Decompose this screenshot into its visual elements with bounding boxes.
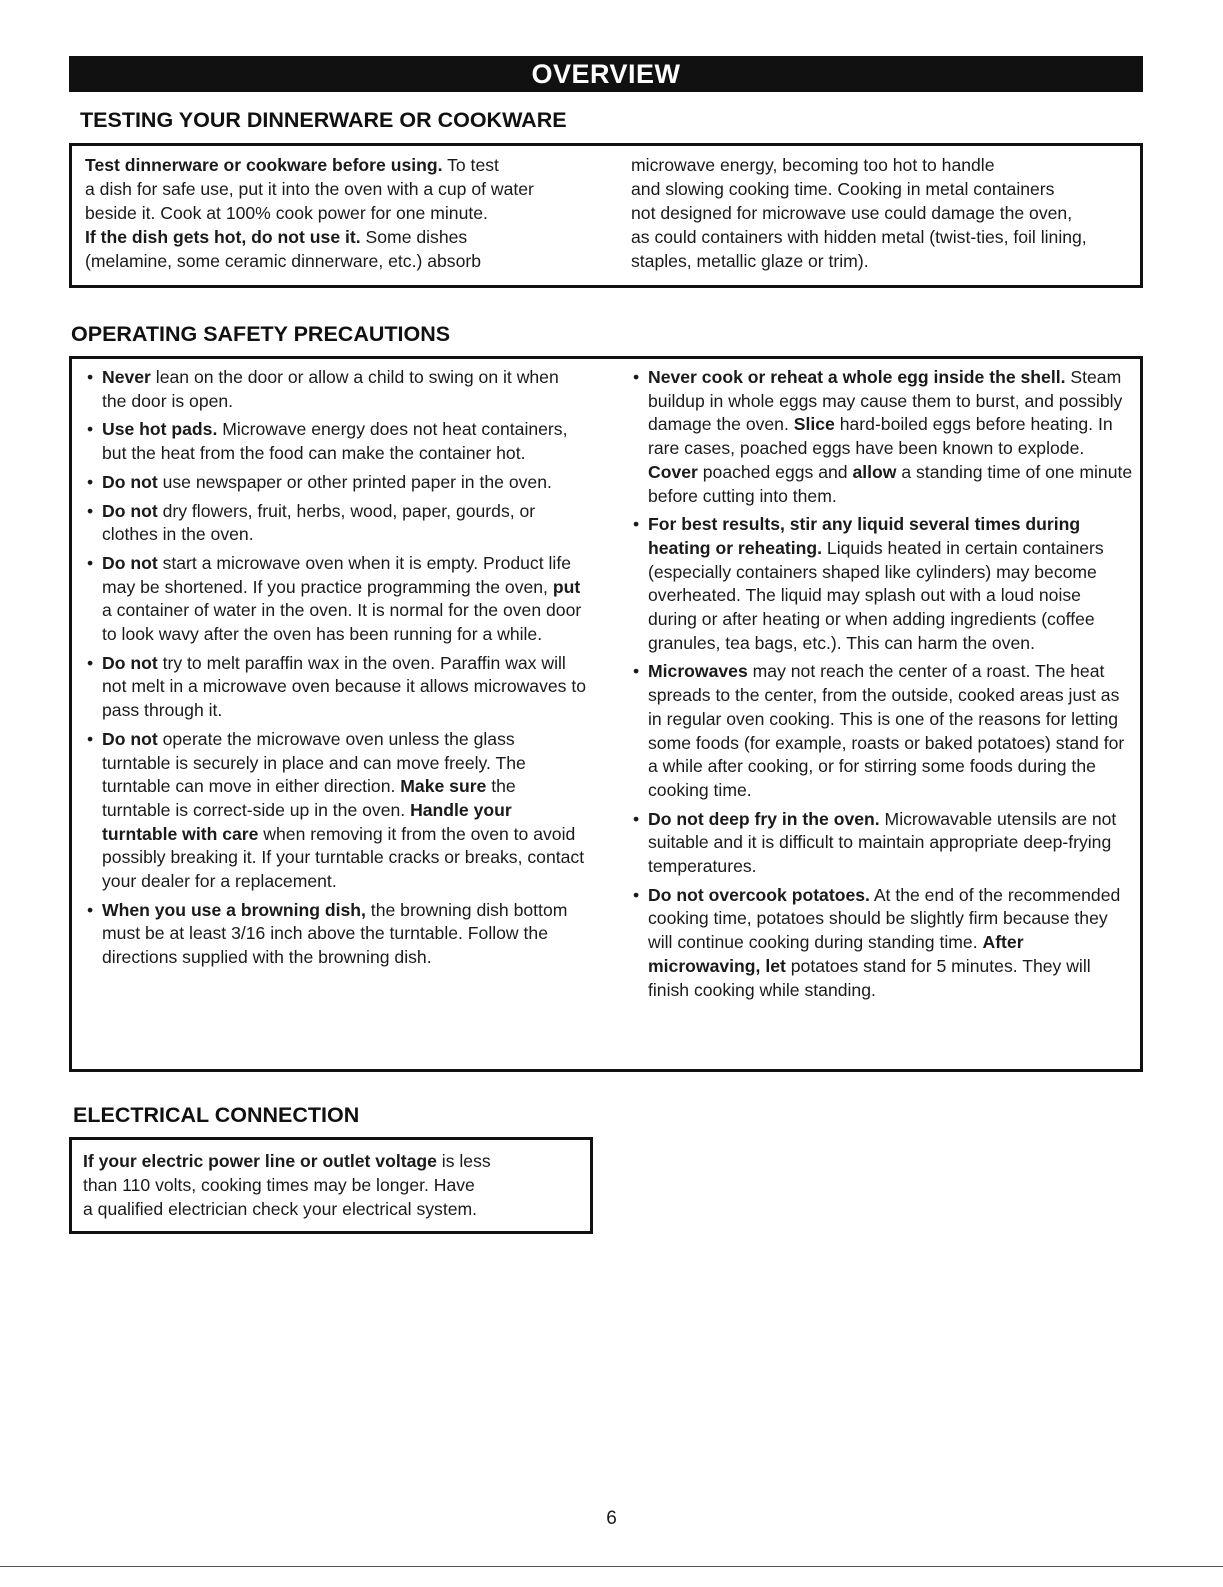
bullet-dot: • <box>633 661 640 682</box>
bold-run: For best results, stir any liquid several times during heating or reheating. <box>648 514 1081 558</box>
bold-run: Test dinnerware or cookware before using. <box>85 155 443 175</box>
text-run: dry flowers, fruit, herbs, wood, paper, gourds, or clothes in the oven. <box>102 500 536 545</box>
text-run: is less <box>436 1151 491 1171</box>
precaution-item <box>87 471 587 495</box>
text-run: the browning dish bottom must be at least 3/16 inch above the turntable. Follow the directions supplied with the browning dish. <box>102 899 568 968</box>
bold-run: Never cook or reheat a whole egg inside the shell. <box>648 367 1066 387</box>
precaution-item <box>87 728 587 894</box>
text-run: a container of water in the oven. It is normal for the oven door to look wavy after the oven has been running for a while. <box>102 600 582 645</box>
bold-run: Do not overcook potatoes. <box>648 884 870 905</box>
electrical-text <box>83 1149 583 1221</box>
precaution-item <box>633 660 1133 802</box>
testing-box <box>69 143 1143 288</box>
testing-left-column <box>85 153 615 273</box>
precaution-item <box>87 652 587 723</box>
operating-right-column <box>633 366 1133 1007</box>
page-number: 6 <box>606 1508 617 1529</box>
testing-right-line: and slowing cooking time. Cooking in metal containers <box>631 179 1055 199</box>
text-run: At the end of the recommended cooking time, potatoes should be slightly firm because they will continue cooking during standing time. <box>648 884 1121 953</box>
operating-left-column <box>87 366 587 975</box>
text-run: operate the microwave oven unless the glass turntable is securely in place and can move freely. The turntable can move in either direction. <box>102 728 526 797</box>
text-run: try to melt paraffin wax in the oven. Paraffin wax will not melt in a microwave oven because it allows microwaves to pass through it. <box>102 652 587 721</box>
bold-run: Use hot pads. <box>102 419 218 440</box>
text-run: start a microwave oven when it is empty. Product life may be shortened. If you practice programming the oven, <box>102 552 571 597</box>
testing-left-line <box>85 153 615 177</box>
bold-run: Slice <box>793 414 835 435</box>
bullet-dot: • <box>87 419 94 440</box>
testing-left-line <box>85 225 615 249</box>
bullet-dot: • <box>87 500 94 521</box>
bold-run: After microwaving, let <box>648 932 1024 976</box>
bullet-dot: • <box>87 652 94 673</box>
bullet-dot: • <box>633 884 640 905</box>
testing-left-line <box>85 249 615 273</box>
testing-right-line: not designed for microwave use could damage the oven, <box>631 203 1073 223</box>
testing-right-column <box>631 153 1136 273</box>
bottom-rule <box>0 1566 1223 1567</box>
bold-run: Cover <box>648 461 698 482</box>
testing-left-line <box>85 177 615 201</box>
bullet-dot: • <box>87 471 94 492</box>
precaution-item <box>87 552 587 647</box>
text-run: Steam buildup in whole eggs may cause them to burst, and possibly damage the oven. <box>648 367 1123 435</box>
bullet-dot: • <box>633 808 640 829</box>
text-run: lean on the door or allow a child to swing on it when the door is open. <box>102 367 559 411</box>
precaution-item <box>87 500 587 547</box>
text-run: To test <box>442 155 499 175</box>
precaution-item <box>633 808 1133 879</box>
bold-run: Handle your turntable with care <box>102 799 512 844</box>
testing-right-line: as could containers with hidden metal (twist-ties, foil lining, <box>631 227 1087 247</box>
electrical-heading: ELECTRICAL CONNECTION <box>73 1103 360 1127</box>
text-run: when removing it from the oven to avoid possibly breaking it. If your turntable cracks or breaks, contact your dealer for a replacement. <box>102 823 585 892</box>
electrical-line <box>83 1149 583 1173</box>
electrical-box <box>69 1137 593 1234</box>
bullet-dot: • <box>633 367 640 387</box>
bold-run: If the dish gets hot, do not use it. <box>85 227 361 247</box>
bold-run: Never <box>102 367 151 387</box>
bold-run: Do not <box>102 728 158 749</box>
text-run: a qualified electrician check your electrical system. <box>83 1199 478 1219</box>
bullet-dot: • <box>87 728 94 749</box>
precaution-item <box>87 366 587 413</box>
bold-run: Do not <box>102 552 158 573</box>
precaution-item <box>87 418 587 465</box>
precaution-item <box>633 884 1133 1003</box>
text-run: (melamine, some ceramic dinnerware, etc.) absorb <box>85 251 482 271</box>
bold-run: Do not <box>102 471 158 492</box>
bold-run: Do not <box>102 652 158 673</box>
text-run: the turntable is correct-side up in the oven. <box>102 776 516 820</box>
text-run: Some dishes <box>360 227 468 247</box>
operating-heading: OPERATING SAFETY PRECAUTIONS <box>71 322 451 346</box>
bullet-dot: • <box>87 899 94 920</box>
text-run: poached eggs and <box>697 461 853 482</box>
bullet-dot: • <box>87 552 94 573</box>
bold-run: Microwaves <box>648 661 748 682</box>
testing-heading: TESTING YOUR DINNERWARE OR COOKWARE <box>80 108 567 132</box>
bold-run: When you use a browning dish, <box>102 899 366 920</box>
bullet-dot: • <box>87 367 94 387</box>
bold-run: Make sure <box>400 776 487 797</box>
text-run: potatoes stand for 5 minutes. They will finish cooking while standing. <box>648 955 1091 1000</box>
operating-left-list <box>87 366 587 970</box>
precaution-item <box>633 366 1133 508</box>
text-run: hard-boiled eggs before heating. In rare cases, poached eggs have been known to explode. <box>648 414 1113 459</box>
text-run: beside it. Cook at 100% cook power for one minute. <box>85 203 488 223</box>
text-run: a standing time of one minute before cutting into them. <box>648 461 1133 506</box>
text-run: a dish for safe use, put it into the oven with a cup of water <box>85 179 534 199</box>
text-run: use newspaper or other printed paper in the oven. <box>157 471 552 492</box>
testing-right-line: microwave energy, becoming too hot to handle <box>631 155 995 175</box>
text-run: Microwavable utensils are not suitable and it is difficult to maintain appropriate deep-frying temperatures. <box>648 808 1117 877</box>
bold-run: If your electric power line or outlet voltage <box>83 1151 437 1171</box>
bullet-dot: • <box>633 514 640 535</box>
electrical-line <box>83 1197 583 1221</box>
text-run: may not reach the center of a roast. The heat spreads to the center, from the outside, cooked areas just as in regular oven cooking. This is one of the reasons for letting some foods (for example, roasts or baked potatoes) stand for a while after cooking, or for stirring some foods during the cooking time. <box>648 661 1125 800</box>
text-run: than 110 volts, cooking times may be longer. Have <box>83 1175 475 1195</box>
bold-run: Do not <box>102 500 158 521</box>
precaution-item <box>633 513 1133 655</box>
bold-run: allow <box>852 461 897 482</box>
testing-right-line: staples, metallic glaze or trim). <box>631 251 869 271</box>
bold-run: put <box>552 576 581 597</box>
electrical-line <box>83 1173 583 1197</box>
text-run: Liquids heated in certain containers (especially containers shaped like cylinders) may become overheated. The liquid may splash out with a loud noise during or after heating or when adding ingredients (coffee granules, tea bags, etc.). This can harm the oven. <box>648 537 1104 653</box>
testing-left-line <box>85 201 615 225</box>
operating-right-list <box>633 366 1133 1002</box>
bold-run: Do not deep fry in the oven. <box>648 808 880 829</box>
precaution-item <box>87 899 587 970</box>
overview-banner: OVERVIEW <box>69 56 1143 92</box>
text-run: Microwave energy does not heat containers, but the heat from the food can make the container hot. <box>102 419 568 464</box>
